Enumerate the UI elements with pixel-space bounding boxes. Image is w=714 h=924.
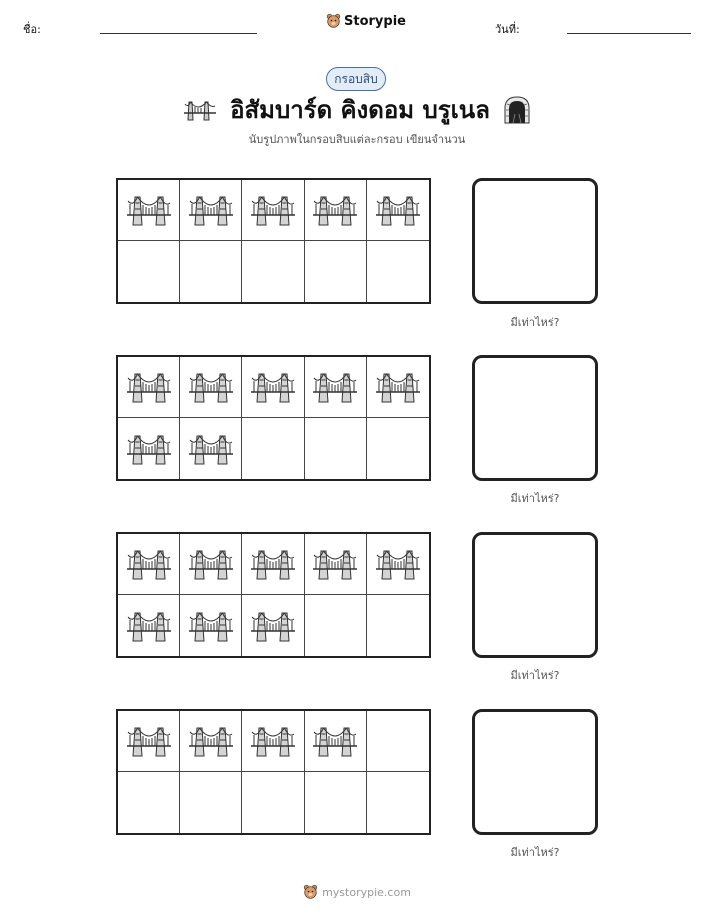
title-row (0, 90, 714, 129)
frame-cell (180, 711, 242, 772)
frame-cell (118, 772, 180, 833)
bridge-icon (189, 545, 233, 583)
bridge-icon (127, 607, 171, 645)
ten-frame (116, 532, 431, 658)
bridge-icon (127, 368, 171, 406)
bridge-icon (313, 545, 357, 583)
frame-cell (242, 711, 304, 772)
frame-cell (180, 418, 242, 479)
bridge-icon (189, 607, 233, 645)
ten-frame (116, 355, 431, 481)
bridge-icon (127, 191, 171, 229)
frame-cell (367, 711, 429, 772)
tunnel-icon (504, 96, 530, 124)
frame-cell (118, 357, 180, 418)
bridge-icon (189, 191, 233, 229)
frame-cell (180, 534, 242, 595)
frame-cell (242, 595, 304, 656)
frame-cell (367, 357, 429, 418)
frame-cell (242, 241, 304, 302)
bridge-icon (251, 191, 295, 229)
frame-cell (367, 534, 429, 595)
frame-cell (367, 595, 429, 656)
page-title: อิสัมบาร์ด คิงดอม บรูเนล (230, 96, 490, 124)
bridge-icon (127, 545, 171, 583)
answer-box[interactable] (472, 709, 598, 835)
footer-url: mystorypie.com (322, 885, 411, 899)
bridge-icon (251, 368, 295, 406)
how-many-label: มีเท่าไหร่? (510, 492, 560, 505)
bridge-icon (376, 191, 420, 229)
bridge-icon (189, 722, 233, 760)
bridge-icon (189, 430, 233, 468)
frame-cell (305, 711, 367, 772)
frame-cell (242, 357, 304, 418)
frame-cell (305, 595, 367, 656)
ten-frame (116, 709, 431, 835)
bridge-icon (376, 545, 420, 583)
answer-box[interactable] (472, 178, 598, 304)
date-label: วันที่: (495, 23, 520, 36)
frame-cell (242, 418, 304, 479)
frame-cell (180, 595, 242, 656)
bridge-icon (313, 368, 357, 406)
bridge-icon (251, 722, 295, 760)
frame-cell (180, 180, 242, 241)
frame-cell (367, 241, 429, 302)
bridge-icon (376, 368, 420, 406)
bridge-icon (189, 368, 233, 406)
bridge-icon (127, 722, 171, 760)
how-many-label: มีเท่าไหร่? (510, 669, 560, 682)
name-label: ชื่อ: (23, 23, 41, 36)
frame-cell (305, 180, 367, 241)
frame-cell (305, 241, 367, 302)
frame-cell (367, 772, 429, 833)
frame-cell (242, 772, 304, 833)
instructions: นับรูปภาพในกรอบสิบแต่ละกรอบ เขียนจำนวน (248, 133, 466, 146)
bridge-icon (313, 191, 357, 229)
brand-name: Storypie (344, 13, 406, 29)
ten-frame (116, 178, 431, 304)
answer-box[interactable] (472, 532, 598, 658)
frame-cell (118, 595, 180, 656)
bridge-icon (251, 607, 295, 645)
bear-icon (303, 884, 318, 900)
footer (0, 884, 714, 900)
how-many-label: มีเท่าไหร่? (510, 316, 560, 329)
frame-cell (118, 534, 180, 595)
frame-cell (118, 711, 180, 772)
frame-cell (118, 418, 180, 479)
bear-icon (326, 13, 341, 29)
frame-cell (367, 180, 429, 241)
how-many-label: มีเท่าไหร่? (510, 846, 560, 859)
frame-cell (305, 418, 367, 479)
frame-cell (118, 180, 180, 241)
frame-cell (242, 180, 304, 241)
bridge-icon (251, 545, 295, 583)
answer-box[interactable] (472, 355, 598, 481)
frame-cell (305, 357, 367, 418)
frame-cell (180, 772, 242, 833)
frame-cell (367, 418, 429, 479)
frame-cell (180, 357, 242, 418)
brand-logo (326, 13, 406, 29)
frame-cell (118, 241, 180, 302)
bridge-icon (313, 722, 357, 760)
frame-cell (305, 772, 367, 833)
frame-cell (242, 534, 304, 595)
bridge-icon (127, 430, 171, 468)
name-line[interactable] (100, 33, 257, 34)
frame-cell (180, 241, 242, 302)
category-badge: กรอบสิบ (326, 67, 386, 91)
frame-cell (305, 534, 367, 595)
date-line[interactable] (567, 33, 691, 34)
bridge-icon (184, 98, 216, 122)
